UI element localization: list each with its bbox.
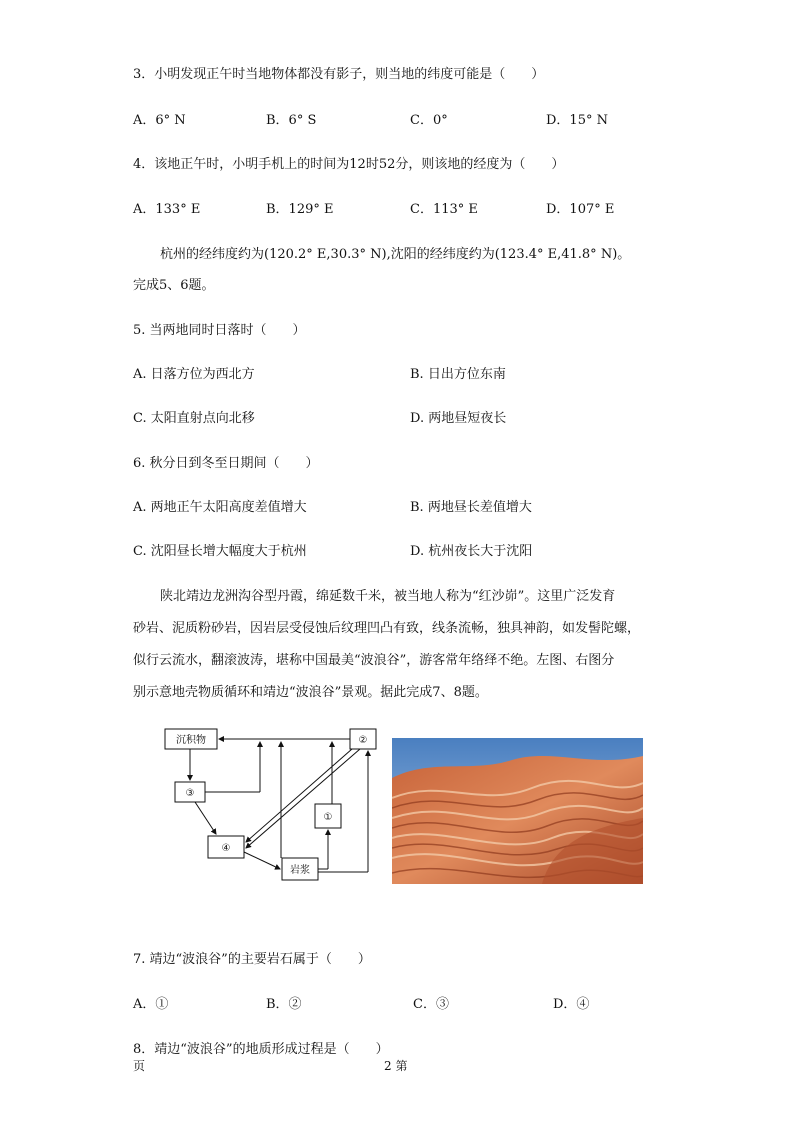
label-sediment: 沉积物 bbox=[176, 735, 206, 746]
rock-cycle-diagram bbox=[160, 724, 380, 884]
q3-option-b: B．6° S bbox=[266, 113, 317, 128]
q6-option-c: C. 沈阳昼长增大幅度大于杭州 bbox=[133, 544, 307, 559]
q6-option-d: D. 杭州夜长大于沈阳 bbox=[410, 544, 533, 559]
q5-option-d: D. 两地昼短夜长 bbox=[410, 411, 507, 426]
label-magma: 岩浆 bbox=[290, 865, 310, 876]
question-8-stem: 8．靖边“波浪谷”的地质形成过程是（ ） bbox=[133, 1042, 389, 1057]
question-4-stem: 4．该地正午时，小明手机上的时间为12时52分，则该地的经度为（ ） bbox=[133, 157, 565, 172]
footer-page-number: 2 第 bbox=[384, 1059, 408, 1073]
q5-option-a: A. 日落方位为西北方 bbox=[133, 367, 255, 382]
intro-5-6-line-1: 杭州的经纬度约为(120.2° E,30.3° N),沈阳的经纬度约为(123.4° E,41.8° N)。 bbox=[160, 247, 631, 262]
intro-7-8-line-1: 陕北靖边龙洲沟谷型丹霞，绵延数千米，被当地人称为“红沙峁”。这里广泛发育 bbox=[160, 589, 616, 604]
question-3-stem: 3．小明发现正午时当地物体都没有影子，则当地的纬度可能是（ ） bbox=[133, 67, 545, 82]
q5-option-b: B. 日出方位东南 bbox=[410, 367, 506, 382]
label-4: ④ bbox=[221, 843, 231, 854]
wave-valley-photo bbox=[392, 738, 643, 884]
question-6-stem: 6. 秋分日到冬至日期间（ ） bbox=[133, 456, 319, 471]
intro-7-8-line-2: 砂岩、泥质粉砂岩，因岩层受侵蚀后纹理凹凸有致，线条流畅，独具神韵，如发髻陀螺， bbox=[133, 621, 641, 636]
q4-option-c: C．113° E bbox=[410, 202, 478, 217]
question-5-stem: 5. 当两地同时日落时（ ） bbox=[133, 323, 306, 338]
q4-option-b: B．129° E bbox=[266, 202, 334, 217]
footer-left: 页 bbox=[133, 1059, 146, 1073]
q3-option-c: C．0° bbox=[410, 113, 448, 128]
label-2: ② bbox=[358, 735, 368, 746]
question-7-stem: 7. 靖边“波浪谷”的主要岩石属于（ ） bbox=[133, 952, 371, 967]
label-1: ① bbox=[323, 812, 333, 823]
q4-option-a: A．133° E bbox=[133, 202, 201, 217]
q3-option-a: A．6° N bbox=[133, 113, 186, 128]
q7-option-a: A．① bbox=[133, 997, 169, 1012]
q7-option-b: B．② bbox=[266, 997, 302, 1012]
intro-7-8-line-3: 似行云流水，翻滚波涛，堪称中国最美“波浪谷”，游客常年络绎不绝。左图、右图分 bbox=[133, 653, 615, 668]
intro-5-6-line-2: 完成5、6题。 bbox=[133, 278, 215, 293]
intro-7-8-line-4: 别示意地壳物质循环和靖边“波浪谷”景观。据此完成7、8题。 bbox=[133, 685, 488, 700]
q6-option-b: B. 两地昼长差值增大 bbox=[410, 500, 532, 515]
q6-option-a: A. 两地正午太阳高度差值增大 bbox=[133, 500, 307, 515]
q5-option-c: C. 太阳直射点向北移 bbox=[133, 411, 255, 426]
label-3: ③ bbox=[185, 788, 195, 799]
q4-option-d: D．107° E bbox=[546, 202, 615, 217]
q7-option-c: C．③ bbox=[413, 997, 449, 1012]
q7-option-d: D．④ bbox=[553, 997, 590, 1012]
q3-option-d: D．15° N bbox=[546, 113, 608, 128]
